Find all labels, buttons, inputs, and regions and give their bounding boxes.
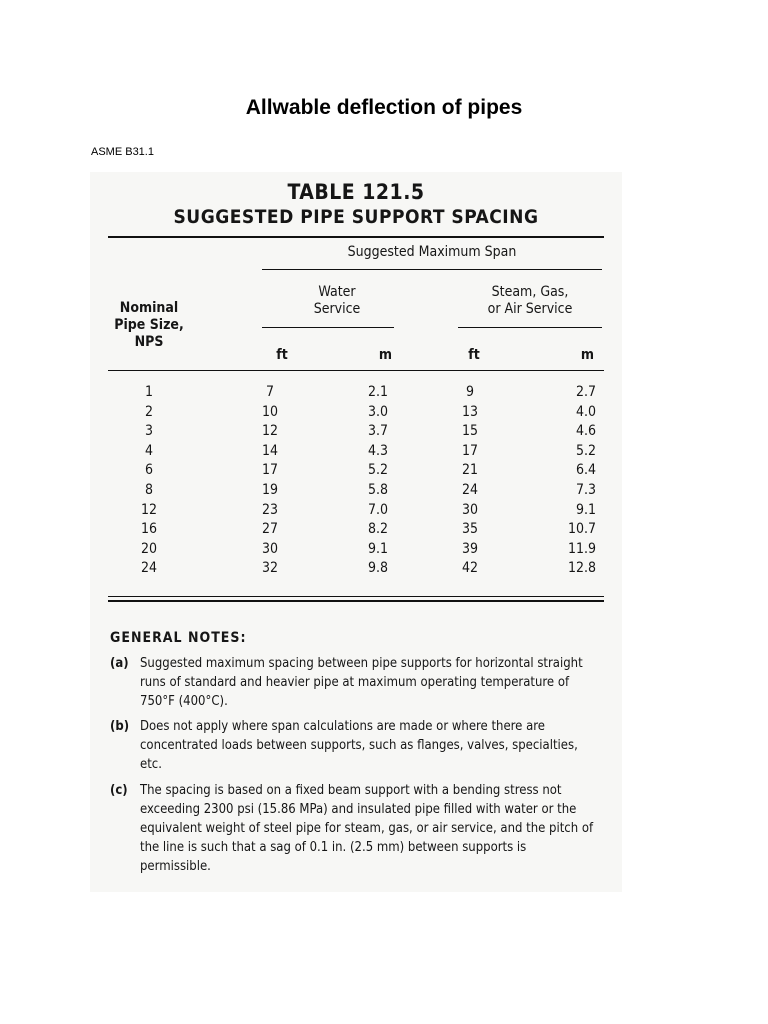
water-m-cell: 8.2 (367, 521, 388, 538)
table-row (90, 423, 622, 443)
steam-header-rule (458, 327, 602, 328)
note-text: The spacing is based on a fixed beam support with a bending stress not exceeding 2300 psi (15.86 MPa) and insulated pipe filled with water or the equivalent weight of steel pipe for steam, gas, or air service, and the pitch of the line is such that a sag of 0.1 in. (2.5 mm) between supports is permissible. (140, 783, 594, 874)
note-a (110, 654, 600, 711)
water-header-rule (262, 327, 394, 328)
table-row (90, 384, 622, 404)
note-label: (b) (110, 719, 130, 734)
nps-cell: 1 (144, 384, 153, 400)
steam-service-header: Steam, Gas, or Air Service (487, 284, 573, 317)
nps-cell: 24 (140, 560, 158, 577)
water-ft-cell: 19 (261, 481, 279, 498)
steam-m-cell: 10.7 (567, 521, 596, 538)
table-row (90, 541, 622, 561)
water-ft-cell: 14 (261, 442, 279, 459)
water-ft-cell: 10 (261, 403, 279, 420)
nps-cell: 6 (144, 462, 153, 479)
span-header-rule (262, 269, 602, 270)
nps-cell: 2 (144, 403, 153, 420)
source-reference: ASME B31.1 (91, 146, 154, 158)
water-m-cell: 7.0 (367, 501, 388, 518)
water-ft-cell: 7 (265, 384, 274, 400)
nps-cell: 8 (144, 481, 153, 498)
table-top-rule (108, 236, 604, 238)
table-number: TABLE 121.5 (287, 180, 425, 204)
water-ft-unit: ft (276, 347, 288, 363)
nps-cell: 12 (140, 501, 158, 518)
water-ft-cell: 17 (261, 462, 279, 479)
steam-m-cell: 9.1 (575, 501, 596, 518)
steam-ft-cell: 42 (461, 560, 479, 577)
water-service-header: Water Service (313, 284, 361, 317)
nps-cell: 20 (140, 540, 158, 557)
steam-ft-cell: 9 (465, 384, 474, 400)
note-b (110, 717, 600, 774)
span-header: Suggested Maximum Span (347, 244, 517, 260)
water-m-unit: m (378, 347, 392, 363)
table-row (90, 404, 622, 424)
water-ft-cell: 27 (261, 521, 279, 538)
note-label: (a) (110, 656, 129, 671)
steam-ft-cell: 15 (461, 423, 479, 440)
steam-m-cell: 5.2 (575, 442, 596, 459)
table-row (90, 521, 622, 541)
water-m-cell: 4.3 (367, 442, 388, 459)
table-bottom-rule-1 (108, 596, 604, 597)
table-row (90, 482, 622, 502)
steam-ft-cell: 17 (461, 442, 479, 459)
nps-cell: 3 (144, 423, 153, 440)
steam-ft-cell: 35 (461, 521, 479, 538)
water-m-cell: 5.8 (367, 481, 388, 498)
header-bottom-rule (108, 370, 604, 371)
table-row (90, 443, 622, 463)
water-m-cell: 2.1 (367, 384, 388, 400)
water-m-cell: 9.1 (367, 540, 388, 557)
steam-ft-cell: 39 (461, 540, 479, 557)
note-c (110, 781, 600, 876)
table-row (90, 502, 622, 522)
table-title: SUGGESTED PIPE SUPPORT SPACING (173, 206, 539, 228)
steam-ft-cell: 13 (461, 403, 479, 420)
water-m-cell: 5.2 (367, 462, 388, 479)
general-notes-heading: GENERAL NOTES: (110, 630, 247, 646)
scanned-table-image (90, 172, 622, 892)
steam-m-cell: 4.0 (575, 403, 596, 420)
steam-m-cell: 6.4 (575, 462, 596, 479)
nps-cell: 4 (144, 442, 153, 459)
steam-m-cell: 11.9 (567, 540, 596, 557)
steam-m-cell: 4.6 (575, 423, 596, 440)
note-text: Does not apply where span calculations are made or where there are concentrated loads between supports, such as flanges, valves, specialties, etc. (140, 719, 578, 772)
nps-cell: 16 (140, 521, 158, 538)
water-ft-cell: 12 (261, 423, 279, 440)
steam-m-cell: 12.8 (567, 560, 596, 577)
nps-header: Nominal Pipe Size, NPS (114, 300, 184, 350)
steam-ft-unit: ft (468, 347, 480, 363)
water-ft-cell: 23 (261, 501, 279, 518)
water-ft-cell: 30 (261, 540, 279, 557)
water-m-cell: 3.7 (367, 423, 388, 440)
steam-ft-cell: 30 (461, 501, 479, 518)
water-m-cell: 9.8 (367, 560, 388, 577)
steam-ft-cell: 21 (461, 462, 479, 479)
steam-ft-cell: 24 (461, 481, 479, 498)
water-ft-cell: 32 (261, 560, 279, 577)
table-row (90, 462, 622, 482)
water-m-cell: 3.0 (367, 403, 388, 420)
note-label: (c) (110, 783, 128, 798)
steam-m-cell: 2.7 (575, 384, 596, 400)
table-bottom-rule-2 (108, 600, 604, 602)
page-title: Allwable deflection of pipes (245, 96, 523, 119)
table-row (90, 560, 622, 580)
steam-m-unit: m (580, 347, 594, 363)
table-body (90, 384, 622, 580)
note-text: Suggested maximum spacing between pipe supports for horizontal straight runs of standard and heavier pipe at maximum operating temperature of 750°F (400°C). (140, 656, 583, 709)
steam-m-cell: 7.3 (575, 481, 596, 498)
